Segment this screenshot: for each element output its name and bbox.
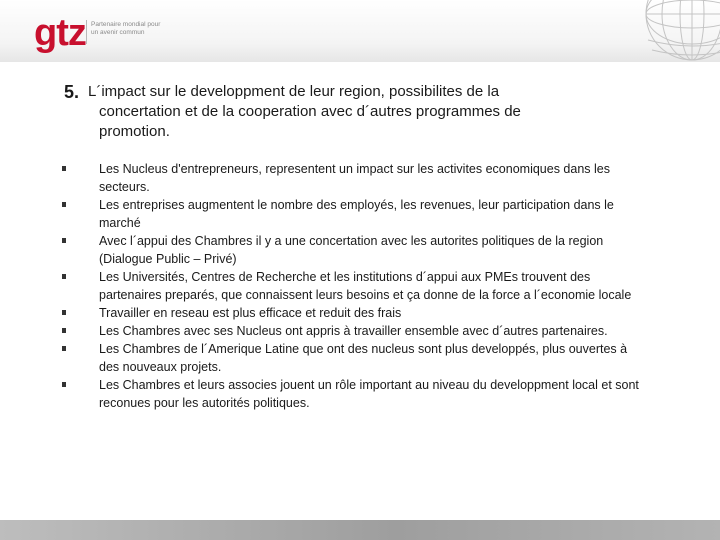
logo-divider: [86, 20, 87, 44]
bullet-icon: [62, 346, 66, 351]
footer-bar: [0, 520, 720, 540]
list-item: [62, 340, 642, 376]
list-item-text: Travailler en reseau est plus efficace et reduit des frais: [99, 306, 402, 320]
slide-title-text: [64, 82, 664, 142]
globe-icon: [622, 0, 720, 62]
list-item: [62, 376, 642, 412]
title-line-2: concertation et de la cooperation avec d´autres programmes de: [99, 103, 521, 120]
list-item-text: Les Chambres de l´Amerique Latine que ont des nucleus sont plus developpés, plus ouvertes à des nouveaux projets.: [99, 342, 628, 374]
slide-title: [64, 82, 664, 142]
list-item: [62, 322, 642, 340]
bullet-icon: [62, 310, 66, 315]
list-item: [62, 268, 642, 304]
bullet-icon: [62, 328, 66, 333]
logo-tagline: [91, 21, 181, 37]
list-item: [62, 160, 642, 196]
tagline-line-1: Partenaire mondial pour: [91, 21, 161, 28]
slide-number: 5.: [64, 82, 80, 102]
list-item-text: Les entreprises augmentent le nombre des employés, les revenues, leur participation dans le marché: [99, 198, 614, 230]
bullet-icon: [62, 202, 66, 207]
list-item: [62, 304, 642, 322]
title-line-3: promotion.: [99, 123, 170, 140]
bullet-icon: [62, 238, 66, 243]
list-item: [62, 232, 642, 268]
list-item-text: Les Chambres et leurs associes jouent un rôle important au niveau du developpment local et sont reconues pour les autorités politiques.: [99, 378, 639, 410]
list-item-text: Les Nucleus d'entrepreneurs, representent un impact sur les activites economiques dans les secteurs.: [99, 162, 610, 194]
list-item-text: Avec l´appui des Chambres il y a une concertation avec les autorites politiques de la region (Dialogue Public – Privé): [99, 234, 604, 266]
gtz-logo: gtz: [34, 12, 86, 54]
list-item: [62, 196, 642, 232]
bullet-icon: [62, 166, 66, 171]
bullet-icon: [62, 274, 66, 279]
bullet-icon: [62, 382, 66, 387]
tagline-line-2: un avenir commun: [91, 29, 145, 36]
bullet-list: [62, 160, 642, 412]
list-item-text: Les Universités, Centres de Recherche et les institutions d´appui aux PMEs trouvent des partenaires preparés, que connaissent leurs besoins et ça donne de la force a l´economie locale: [99, 270, 632, 302]
title-line-1: L´impact sur le developpment de leur region, possibilites de la: [88, 83, 500, 100]
slide-header: [0, 0, 720, 62]
list-item-text: Les Chambres avec ses Nucleus ont appris à travailler ensemble avec d´autres partenaires.: [99, 324, 608, 338]
